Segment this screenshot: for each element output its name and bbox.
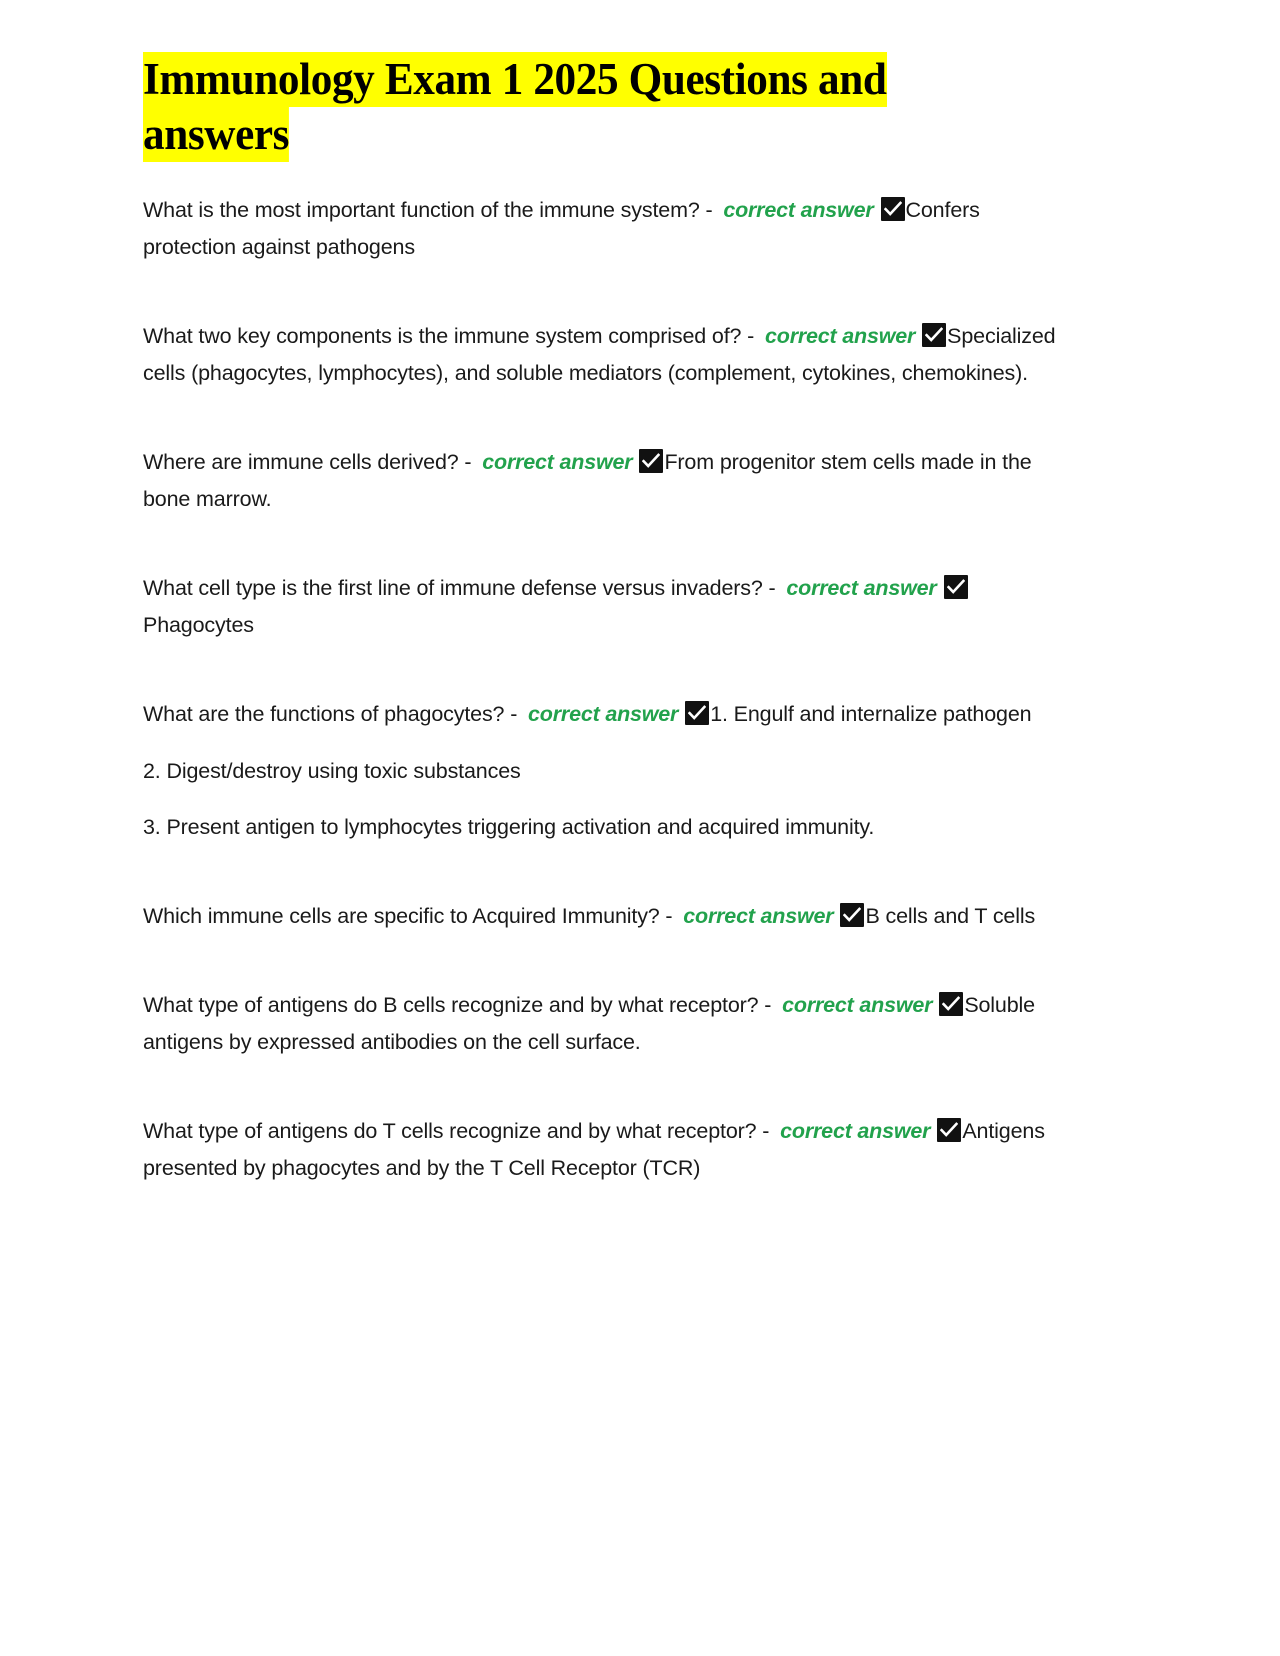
qa-block [143,444,1073,518]
answer-text: Specialized cells (phagocytes, lymphocytes), and soluble mediators (complement, cytokines, chemokines). [143,323,1056,385]
qa-main-paragraph: What type of antigens do T cells recognize and by what receptor? - correct answer Antigens presented by phagocytes and by the T Cell Receptor (TCR) [143,1119,1045,1181]
answer-text: Soluble antigens by expressed antibodies on the cell surface. [143,993,1035,1055]
question-text: What type of antigens do B cells recognize and by what receptor? [143,993,759,1018]
question-text: What are the functions of phagocytes? [143,701,505,726]
correct-answer-marker: correct answer [482,449,633,474]
qa-main-paragraph: Which immune cells are specific to Acquired Immunity? - correct answer B cells and T cells [143,904,1036,929]
answer-text: From progenitor stem cells made in the bone marrow. [143,449,1032,511]
qa-main-paragraph: Where are immune cells derived? - correct answer From progenitor stem cells made in the bone marrow. [143,449,1032,511]
correct-answer-marker: correct answer [528,701,679,726]
question-text: What type of antigens do T cells recognize and by what receptor? [143,1119,757,1144]
qa-block [143,898,1073,935]
answer-text: Confers protection against pathogens [143,197,980,259]
answer-text: Phagocytes [143,612,254,637]
qa-block [143,696,1073,847]
page-title [143,52,988,162]
answer-extra-paragraph: 3. Present antigen to lymphocytes triggering activation and acquired immunity. [143,815,875,840]
checkmark-icon [937,1118,961,1142]
qa-main-paragraph: What type of antigens do B cells recognize and by what receptor? - correct answer Soluble antigens by expressed antibodies on the cell surface. [143,993,1035,1055]
qa-block [143,1113,1073,1187]
question-text: What two key components is the immune system comprised of? [143,323,742,348]
answer-extra-paragraph: 2. Digest/destroy using toxic substances [143,758,521,783]
correct-answer-marker: correct answer [683,904,834,929]
qa-main-paragraph: What are the functions of phagocytes? - correct answer 1. Engulf and internalize pathogen [143,701,1032,726]
checkmark-icon [881,197,905,221]
correct-answer-marker: correct answer [782,993,933,1018]
page-title-line-2: answers [143,107,289,162]
answer-text: B cells and T cells [865,904,1036,929]
checkmark-icon [939,992,963,1016]
question-text: What is the most important function of the immune system? [143,197,700,222]
checkmark-icon [685,701,709,725]
qa-main-paragraph: What is the most important function of the immune system? - correct answer Confers protection against pathogens [143,197,980,259]
qa-block [143,570,1073,644]
correct-answer-marker: correct answer [780,1119,931,1144]
checkmark-icon [944,575,968,599]
answer-text: 1. Engulf and internalize pathogen [710,701,1032,726]
qa-block [143,987,1073,1061]
checkmark-icon [840,903,864,927]
correct-answer-marker: correct answer [723,197,874,222]
checkmark-icon [922,323,946,347]
qa-main-paragraph: What two key components is the immune system comprised of? - correct answer Specialized cells (phagocytes, lymphocytes), and soluble mediators (complement, cytokines, chemokines). [143,323,1056,385]
correct-answer-marker: correct answer [765,323,916,348]
page-title-line-1: Immunology Exam 1 2025 Questions and [143,52,887,107]
qa-list [143,192,1130,1188]
correct-answer-marker: correct answer [786,575,937,600]
qa-main-paragraph: What cell type is the first line of immune defense versus invaders? - correct answer Phagocytes [143,570,1073,644]
qa-block [143,192,1073,266]
question-text: Where are immune cells derived? [143,449,459,474]
checkmark-icon [639,449,663,473]
qa-block [143,318,1073,392]
question-text: Which immune cells are specific to Acquired Immunity? [143,904,660,929]
question-text: What cell type is the first line of immune defense versus invaders? [143,575,763,600]
answer-text: Antigens presented by phagocytes and by the T Cell Receptor (TCR) [143,1119,1045,1181]
